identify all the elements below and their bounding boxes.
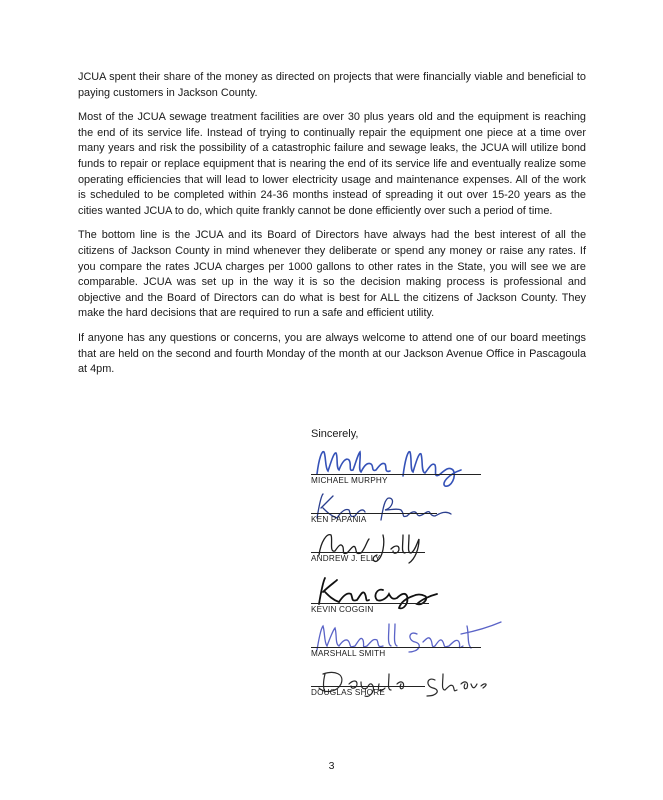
signatory-name: DOUGLAS SHORE: [311, 688, 386, 697]
signatory-name: MARSHALL SMITH: [311, 649, 386, 658]
signature-line: [311, 603, 429, 604]
signature-block-andrew-j-elly: [311, 527, 491, 567]
signatory-name: ANDREW J. ELLY: [311, 554, 381, 563]
signatory-name: MICHAEL MURPHY: [311, 476, 388, 485]
signatory-name: KEVIN COGGIN: [311, 605, 374, 614]
signature-block-michael-murphy: [311, 440, 491, 490]
signature-block-marshall-smith: [311, 616, 491, 664]
signature-block-douglas-shore: [311, 664, 491, 706]
signature-block-kevin-coggin: [311, 570, 491, 616]
signature-line: [311, 513, 437, 514]
page-number: 3: [328, 760, 335, 772]
signature-line: [311, 474, 481, 475]
signature-line: [311, 686, 425, 687]
signature-douglas-shore: [311, 664, 491, 706]
paragraph-funds: JCUA spent their share of the money as directed on projects that were financially viable and beneficial to paying customers in Jackson County.: [78, 71, 586, 99]
signatory-name: KEN PAPANIA: [311, 515, 367, 524]
paragraph-bottom-line: The bottom line is the JCUA and its Board of Directors have always had the best interest of all the citizens of Jackson County in mind whenever they deliberate or spend any money or raise any rates. If you compare the rates JCUA charges per 1000 gallons to other rates in the State, you will see we are comparable. JCUA was set up in the way it is so the decision making process is professional and objective and the Board of Directors can do what is best for ALL the citizens of Jackson County. They make the hard decisions that are required to run a safe and efficient utility.: [78, 229, 586, 320]
signature-block-ken-papania: [311, 488, 491, 528]
paragraph-board-meetings: If anyone has any questions or concerns, you are always welcome to attend one of our board meetings that are held on the second and fourth Monday of the month at our Jackson Avenue Office in Pascagoula at 4pm.: [78, 331, 586, 376]
letter-body: [78, 70, 586, 387]
closing-salutation: Sincerely,: [311, 428, 359, 440]
signature-line: [311, 647, 481, 648]
signature-line: [311, 552, 425, 553]
paragraph-sewage-facilities: Most of the JCUA sewage treatment facilities are over 30 plus years old and the equipment is reaching the end of its service life. Instead of trying to continually repair the equipment one piece at a time over many years and risk the possibility of a catastrophic failure and sewage leaks, the JCUA will utilize bond funds to repair or replace equipment that is nearing the end of its service life and eventually realize some operating efficiencies that will lead to lower electricity usage and maintenance expenses. All of the work is scheduled to be completed within 24-36 months instead of spreading it out over 15-20 years as the cities wanted JCUA to do, which quite frankly cannot be done efficiently over such a period of time.: [78, 111, 586, 217]
